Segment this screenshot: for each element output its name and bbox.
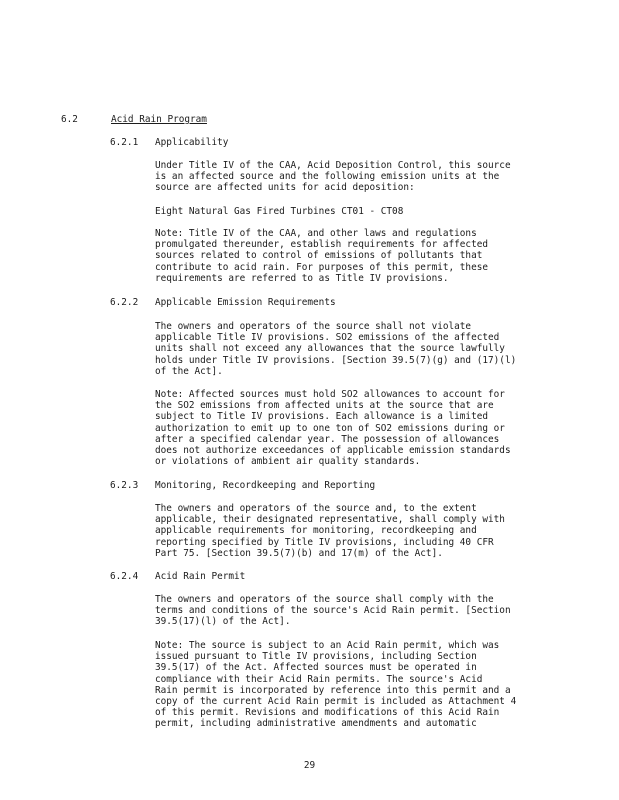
paragraph [155,160,575,194]
subsection-title: Applicability [155,137,229,148]
text-line: sources related to control of emissions of pollutants that [155,250,483,262]
text-line: Eight Natural Gas Fired Turbines CT01 - CT08 [155,206,404,217]
subsection-number: 6.2.1 [110,137,139,148]
text-line: applicable, their designated representative, shall comply with [155,514,505,526]
text-line: Rain permit is incorporated by reference into this permit and a [155,684,511,696]
text-line: of this permit. Revisions and modifications of this Acid Rain [155,707,500,719]
text-line: applicable requirements for monitoring, recordkeeping and [155,525,477,537]
text-line: Part 75. [Section 39.5(7)(b) and 17(m) of the Act]. [155,547,443,559]
paragraph [155,594,575,628]
subsection-number: 6.2.4 [110,571,139,582]
text-line: Under Title IV of the CAA, Acid Deposition Control, this source [155,160,511,171]
subsection-title: Acid Rain Permit [155,571,246,582]
paragraph [155,640,575,730]
text-line: units shall not exceed any allowances that the source lawfully [155,343,505,355]
text-line: is an affected source and the following emission units at the [155,171,500,183]
section-number: 6.2 [61,114,78,125]
text-line: source are affected units for acid deposition: [155,182,415,194]
text-line: contribute to acid rain. For purposes of this permit, these [155,261,489,273]
text-line: issued pursuant to Title IV provisions, including Section [155,651,477,663]
subsection-number: 6.2.3 [110,480,139,491]
text-line: The owners and operators of the source shall not violate [155,321,472,332]
page-number: 29 [303,760,316,771]
text-line: of the Act]. [155,365,223,377]
text-line: compliance with their Acid Rain permits. The source's Acid [155,673,483,685]
text-line: after a specified calendar year. The possession of allowances [155,433,500,445]
paragraph [155,321,575,377]
text-line: permit, including administrative amendments and automatic [155,718,477,730]
text-line: authorization to emit up to one ton of SO2 emissions during or [155,422,505,434]
paragraph [155,206,575,217]
text-line: reporting specified by Title IV provisions, including 40 CFR [155,536,494,548]
text-line: requirements are referred to as Title IV provisions. [155,272,449,284]
text-line: terms and conditions of the source's Acid Rain permit. [Section [155,605,511,617]
text-line: Note: Affected sources must hold SO2 allowances to account for [155,389,505,400]
section-title: Acid Rain Program [111,114,207,125]
text-line: The owners and operators of the source shall comply with the [155,594,494,605]
text-line: The owners and operators of the source and, to the extent [155,503,477,514]
text-line: copy of the current Acid Rain permit is included as Attachment 4 [155,696,517,708]
text-line: Note: Title IV of the CAA, and other laws and regulations [155,228,477,239]
paragraph [155,228,575,284]
text-line: the SO2 emissions from affected units at the source that are [155,400,494,412]
subsection-title: Monitoring, Recordkeeping and Reporting [155,480,376,491]
text-line: 39.5(17)(l) of the Act]. [155,616,291,628]
text-line: holds under Title IV provisions. [Section 39.5(7)(g) and (17)(l) [155,354,517,366]
paragraph [155,503,575,559]
text-line: promulgated thereunder, establish requirements for affected [155,239,489,251]
text-line: subject to Title IV provisions. Each allowance is a limited [155,411,489,423]
text-line: or violations of ambient air quality standards. [155,456,421,468]
subsection-title: Applicable Emission Requirements [155,297,336,308]
text-line: Note: The source is subject to an Acid Rain permit, which was [155,640,500,651]
subsection-number: 6.2.2 [110,297,139,308]
text-line: 39.5(17) of the Act. Affected sources must be operated in [155,662,477,674]
paragraph [155,389,575,467]
text-line: does not authorize exceedances of applicable emission standards [155,445,511,457]
text-line: applicable Title IV provisions. SO2 emissions of the affected [155,332,500,344]
